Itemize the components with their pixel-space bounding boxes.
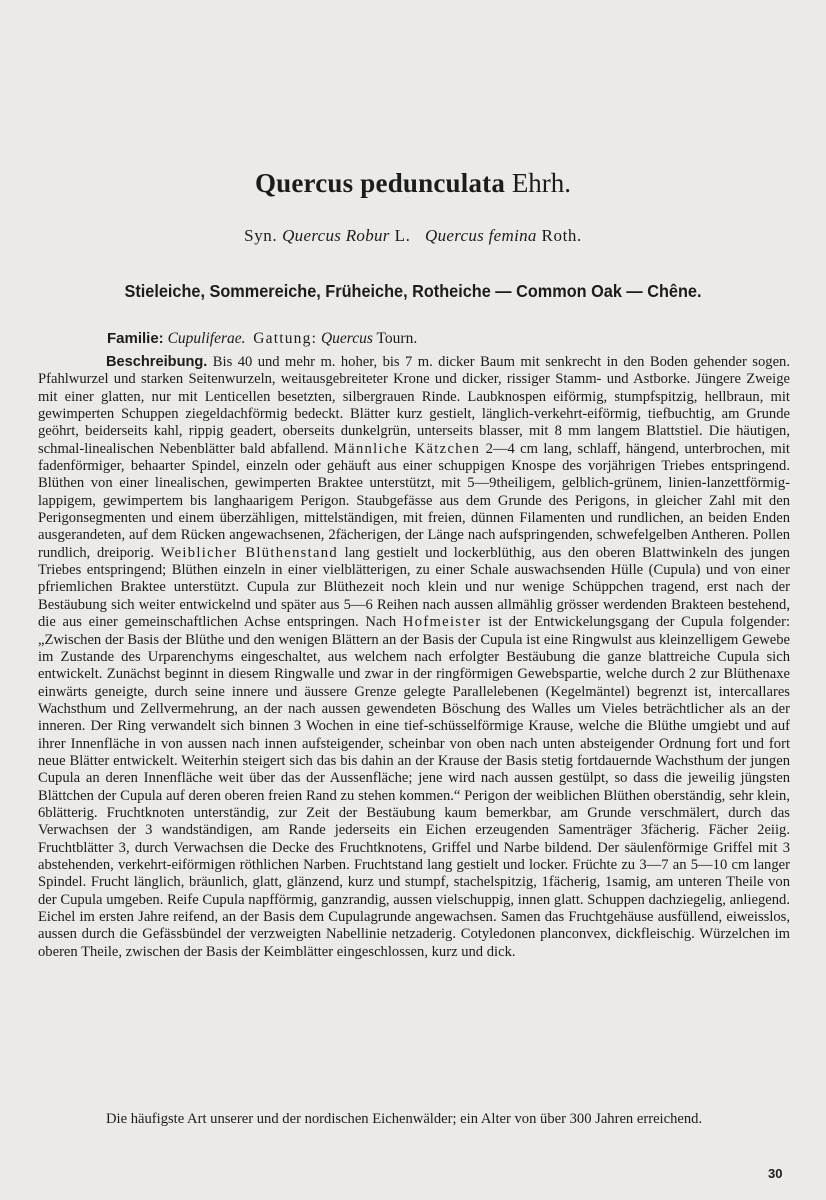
classification-line xyxy=(107,328,417,350)
species-author: Ehrh. xyxy=(511,168,572,198)
hofmeister-name: Hofmeister xyxy=(402,614,482,631)
genus-name: Quercus xyxy=(320,330,373,347)
synonym-2-author: Roth. xyxy=(541,226,582,245)
description-label: Beschreibung. xyxy=(106,354,208,370)
male-catkins-label: Männliche Kätzchen xyxy=(333,440,481,457)
closing-paragraph: Die häufigste Art unserer und der nordischen Eichenwälder; ein Alter von über 300 Jahren erreichend. xyxy=(106,1111,703,1127)
species-latin-name: Quercus pedunculata xyxy=(254,168,506,198)
description-block xyxy=(38,354,790,961)
synonyms-label: Syn. xyxy=(244,226,278,245)
genus-author: Tourn. xyxy=(376,330,418,347)
description-paragraph xyxy=(38,354,790,961)
genus-label: Gattung: xyxy=(253,330,318,347)
common-names: Stieleiche, Sommereiche, Früheiche, Rotheiche — Common Oak — Chêne. xyxy=(124,281,702,301)
species-title xyxy=(0,166,826,200)
family-label: Familie: xyxy=(107,330,164,347)
synonyms-line xyxy=(0,224,826,248)
page-number: 30 xyxy=(768,1166,783,1181)
synonym-1-author: L. xyxy=(394,226,411,245)
female-inflorescence-label: Weiblicher Blüthenstand xyxy=(160,544,338,561)
synonym-2-name: Quercus femina xyxy=(425,226,537,245)
description-text-1: Bis 40 und mehr m. hoher, bis 7 m. dicker Baum mit senkrecht in den Boden gehender sogen. Pfahlwurzel und starken Seitenwurzeln, weitausgebreiteter Krone und dicker, rissiger Stamm- und Astborke. Jüngere Zweige mit einer glatten, nur mit Lenticellen besetzten, silbergrauen Rinde. Laubknospen eiförmig, stumpfspitzig, hellbraun, mit gewimperten Schuppen ziegeldachförmig bedeckt. Blätter kurz gestielt, länglich-verkehrt-eiförmig, tiefbuchtig, am Grunde geöhrt, beiderseits kahl, rippig geadert, oberseits dunkelgrün, unterseits blasser, mit 8 mm langem Blattstiel. Die häutigen, schmal-linealischen Nebenblätter bald abfallend. xyxy=(38,354,790,457)
family-name: Cupuliferae. xyxy=(167,330,246,347)
synonym-1-name: Quercus Robur xyxy=(282,226,390,245)
description-text-3: lang gestielt und lockerblüthig, aus den oberen Blattwinkeln des jungen Triebes entspringend; Blüthen einzeln in einer vielblätterigen, zu einer Schale auswachsenden Hülle (Cupula) und von einer pfriemlichen Braktee unterstützt. Cupula zur Blüthezeit noch klein und nur wenige Schüppchen tragend, erst nach der Bestäubung sich weiter entwickelnd und später aus 5—6 Reihen nach aussen allmählig grösser werdenden Brakteen bestehend, die aus einer gemeinschaftlichen Achse entspringen. Nach xyxy=(38,544,790,631)
closing-block xyxy=(38,1110,790,1128)
description-text-4: ist der Entwickelungsgang der Cupula folgender: „Zwischen der Basis der Blüthe und den wenigen Blättern an der Basis der Cupula ist eine Ringwulst aus kleinzelligem Gewebe im Zustande des Urparenchyms eingeschaltet, aus welchem nach erfolgter Bestäubung die ganze blattreiche Cupula sich entwickelt. Zunächst beginnt in diesem Ringwalle und zwar in der ringförmigen Gewebspartie, welche durch 2 zur Blüthenaxe einwärts geneigte, durch seine innere und äussere Grenze gelegte Parallelebenen (Kegelmäntel) begrenzt ist, intercallares Wachsthum und Zellvermehrung, an der nach aussen gewendeten Böschung des Walles um Vieles beträchtlicher als an der inneren. Der Ring verwandelt sich binnen 3 Wochen in eine tief-schüsselförmige Krause, welche die Blüthe umgiebt und auf ihrer Innenfläche in von aussen nach innen aufsteigender, scheinbar von oben nach unten absteigender Ordnung fort und fort neue Blätter entwickelt. Weiterhin steigert sich das bis dahin an der Krause der Basis stetig fortdauernde Wachsthum der jungen Cupula an deren Innenfläche weit über das der Aussenfläche; jene wird nach aussen gestülpt, so dass die jeweilig jüngsten Blättchen der Cupula auf deren oberen freien Rand zu stehen kommen.“ Perigon der weiblichen Blüthen oberständig, sehr klein, 6blätterig. Fruchtknoten unterständig, zur Zeit der Bestäubung kaum bemerkbar, am Grunde verschmälert, durch das Verwachsen der 3 wandständigen, am Rande jederseits ein Eichen erzeugenden Samenträger 3fächerig. Fächer 2eiig. Fruchtblätter 3, durch Verwachsen die Decke des Fruchtknotens, Griffel und Narbe bildend. Der säulenförmige Griffel mit 3 abstehenden, verkehrt-eiförmigen röthlichen Narben. Fruchtstand lang gestielt und locker. Früchte zu 3—7 an 5—10 cm langer Spindel. Frucht länglich, bräunlich, glatt, glänzend, kurz und stumpf, stachelspitzig, 1fächerig, 1samig, am unteren Theile von der Cupula umgeben. Reife Cupula napfförmig, ganzrandig, aussen vielschuppig, innen glatt. Schuppen dachziegelig, anliegend. Eichel im ersten Jahre reifend, an der Basis dem Cupulagrunde angewachsen. Samen das Fruchtgehäuse ausfüllend, eiweisslos, aussen durch die Gefässbündel der verzweigten Nabellinie netzaderig. Cotyledonen planconvex, dickfleischig. Würzelchen im oberen Theile, zwischen der Basis der Keimblätter eingeschlossen, kurz und dick. xyxy=(38,614,790,960)
description-text-2: 2—4 cm lang, schlaff, hängend, unterbrochen, mit fadenförmiger, behaarter Spindel, einzeln oder gehäuft aus einer schuppigen Knospe des vorjährigen Triebes entspringend. Blüthen von einer linealischen, gewimperten Braktee unterstützt, mit 5—9theiligem, gelblich-grünem, linien-lanzettförmig-lappigem, gewimpertem bis langhaarigem Perigon. Staubgefässe aus dem Grunde des Perigons, in gleicher Zahl mit den Perigonsegmenten und einem überzähligen, mittelständigen, mit freien, dünnen Filamenten und rundlichen, an beiden Enden ausgerandeten, auf dem Rücken angewachsenen, 2fächerigen, der Länge nach aufspringenden, schwefelgelben Antheren. Pollen rundlich, dreiporig. xyxy=(38,440,790,561)
